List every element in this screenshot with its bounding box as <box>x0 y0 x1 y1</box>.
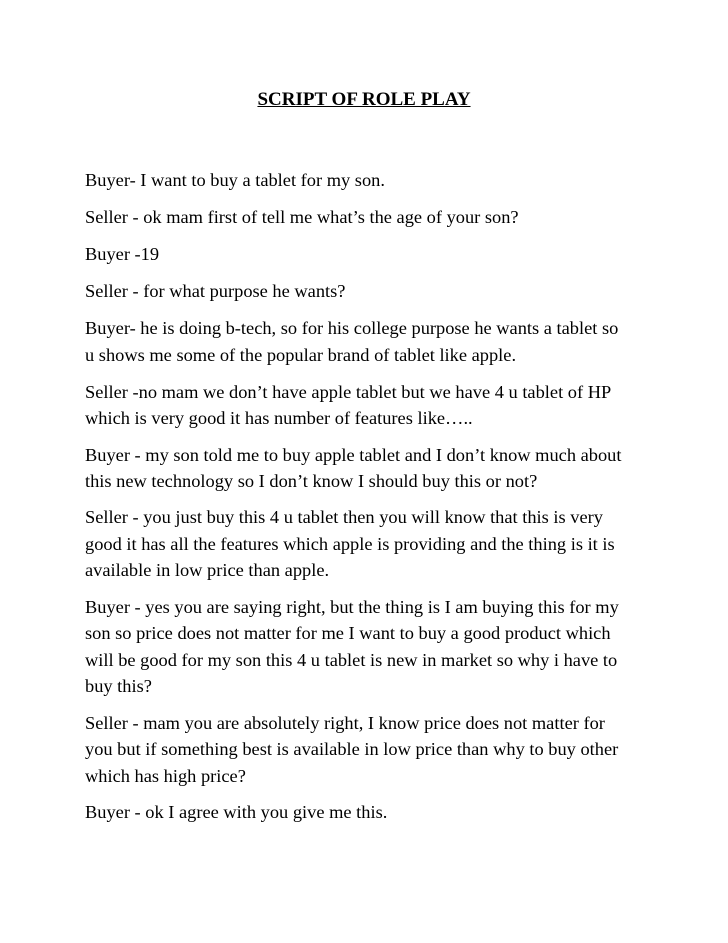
dialogue-line: Buyer - my son told me to buy apple tablet and I don’t know much about <box>85 445 622 465</box>
dialogue-line: Seller - for what purpose he wants? <box>85 281 346 301</box>
dialogue-line: Seller - mam you are absolutely right, I know price does not matter for <box>85 713 605 733</box>
dialogue-line: you but if something best is available in low price than why to buy other <box>85 739 619 759</box>
dialogue-line: Buyer - yes you are saying right, but the thing is I am buying this for my <box>85 597 619 617</box>
document-title: SCRIPT OF ROLE PLAY <box>257 89 471 110</box>
dialogue-line: Buyer- I want to buy a tablet for my son. <box>85 170 385 190</box>
dialogue-line: son so price does not matter for me I want to buy a good product which <box>85 623 611 643</box>
dialogue-line: Seller - ok mam first of tell me what’s the age of your son? <box>85 207 519 227</box>
dialogue-line: Buyer -19 <box>85 244 160 264</box>
dialogue-line: will be good for my son this 4 u tablet is new in market so why i have to <box>85 650 618 670</box>
dialogue-line: this new technology so I don’t know I should buy this or not? <box>85 471 538 491</box>
dialogue-line: Seller -no mam we don’t have apple tablet but we have 4 u tablet of HP <box>85 382 612 402</box>
dialogue-line: available in low price than apple. <box>85 560 330 580</box>
dialogue-line: which is very good it has number of features like….. <box>85 408 473 428</box>
dialogue-line: u shows me some of the popular brand of tablet like apple. <box>85 345 517 365</box>
dialogue-line: good it has all the features which apple is providing and the thing is it is <box>85 534 615 554</box>
dialogue-line: which has high price? <box>85 766 246 786</box>
dialogue-line: Seller - you just buy this 4 u tablet then you will know that this is very <box>85 507 603 527</box>
dialogue-line: Buyer - ok I agree with you give me this. <box>85 802 388 822</box>
dialogue-line: buy this? <box>85 676 152 696</box>
dialogue-line: Buyer- he is doing b-tech, so for his college purpose he wants a tablet so <box>85 318 619 338</box>
